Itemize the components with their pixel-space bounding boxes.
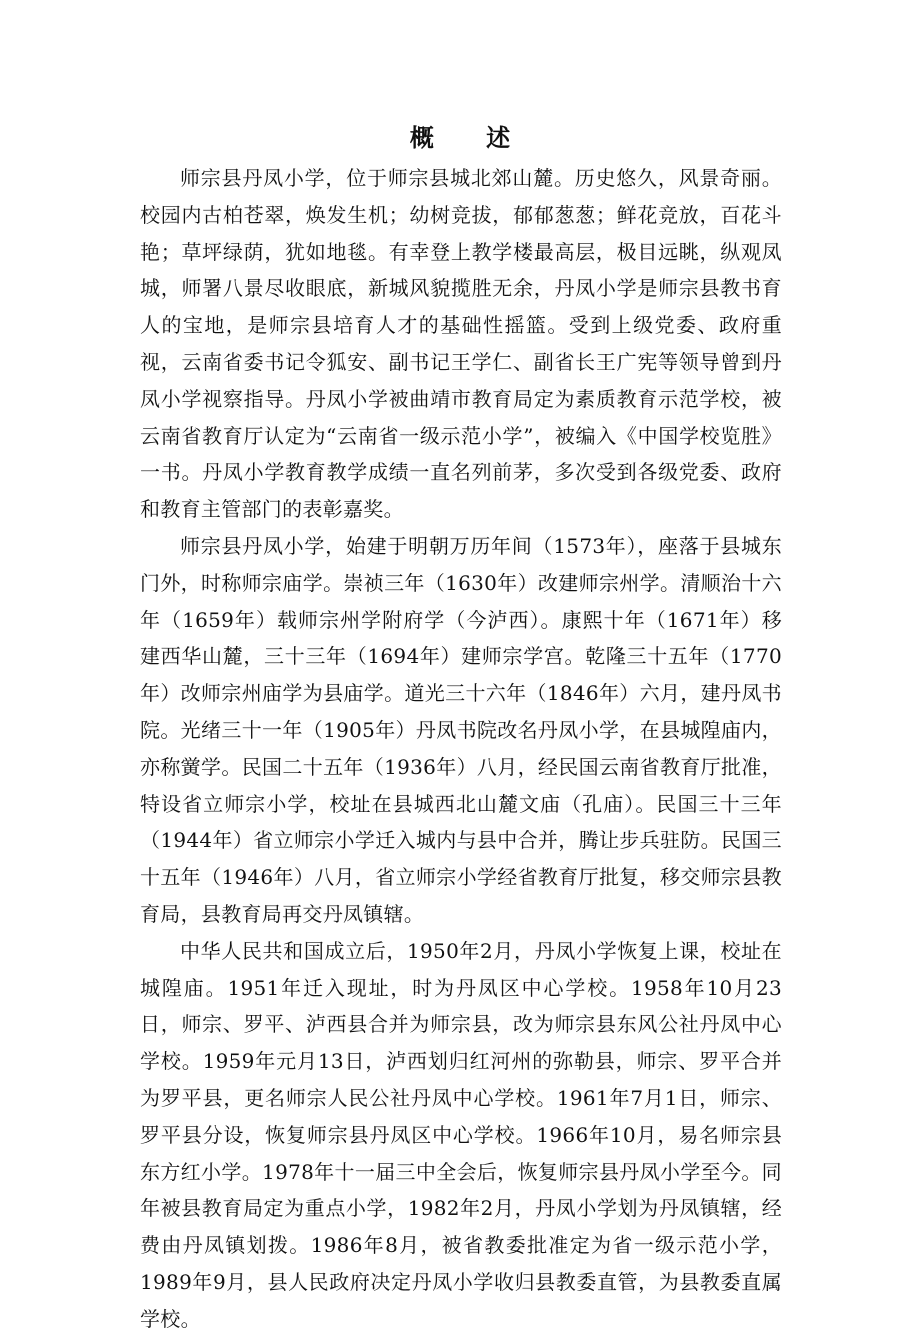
paragraph-modern-history: 中华人民共和国成立后，1950年2月，丹凤小学恢复上课，校址在城隍庙。1951年迁入现址，时为丹凤区中心学校。1958年10月23日，师宗、罗平、泸西县合并为师宗县，改为师宗县东风公社丹凤中心学校。1959年元月13日，泸西划归红河州的弥勒县，师宗、罗平合并为罗平县，更名师宗人民公社丹凤中心学校。1961年7月1日，师宗、罗平县分设，恢复师宗县丹凤区中心学校。1966年10月，易名师宗县东方红小学。1978年十一届三中全会后，恢复师宗县丹凤小学至今。同年被县教育局定为重点小学，1982年2月，丹凤小学划为丹凤镇辖，经费由丹凤镇划拨。1986年8月，被省教委批准定为省一级示范小学，1989年9月，县人民政府决定丹凤小学收归县教委直管，为县教委直属学校。 <box>140 938 782 1331</box>
paragraph-history: 师宗县丹凤小学，始建于明朝万历年间（1573年），座落于县城东门外，时称师宗庙学。崇祯三年（1630年）改建师宗州学。清顺治十六年（1659年）载师宗州学附府学（今泸西）。康熙十年（1671年）移建西华山麓，三十三年（1694年）建师宗学宫。乾隆三十五年（1770年）改师宗州庙学为县庙学。道光三十六年（1846年）六月，建丹凤书院。光绪三十一年（1905年）丹凤书院改名丹凤小学，在县城隍庙内，亦称黉学。民国二十五年（1936年）八月，经民国云南省教育厅批准，特设省立师宗小学，校址在县城西北山麓文庙（孔庙）。民国三十三年（1944年）省立师宗小学迁入城内与县中合并，腾让步兵驻防。民国三十五年（1946年）八月，省立师宗小学经省教育厅批复，移交师宗县教育局，县教育局再交丹凤镇辖。 <box>140 533 782 926</box>
page-title: 概 述 <box>409 123 533 152</box>
body-text <box>140 160 782 1338</box>
paragraph-overview: 师宗县丹凤小学，位于师宗县城北郊山麓。历史悠久，风景奇丽。校园内古柏苍翠，焕发生机；幼树竞拔，郁郁葱葱；鲜花竞放，百花斗艳；草坪绿荫，犹如地毯。有幸登上教学楼最高层，极目远眺，纵观凤城，师署八景尽收眼底，新城风貌揽胜无余，丹凤小学是师宗县教书育人的宝地，是师宗县培育人才的基础性摇篮。受到上级党委、政府重视，云南省委书记令狐安、副书记王学仁、副省长王广宪等领导曾到丹凤小学视察指导。丹凤小学被曲靖市教育局定为素质教育示范学校，被云南省教育厅认定为“云南省一级示范小学”，被编入《中国学校览胜》一书。丹凤小学教育教学成绩一直名列前茅，多次受到各级党委、政府和教育主管部门的表彰嘉奖。 <box>140 166 782 522</box>
